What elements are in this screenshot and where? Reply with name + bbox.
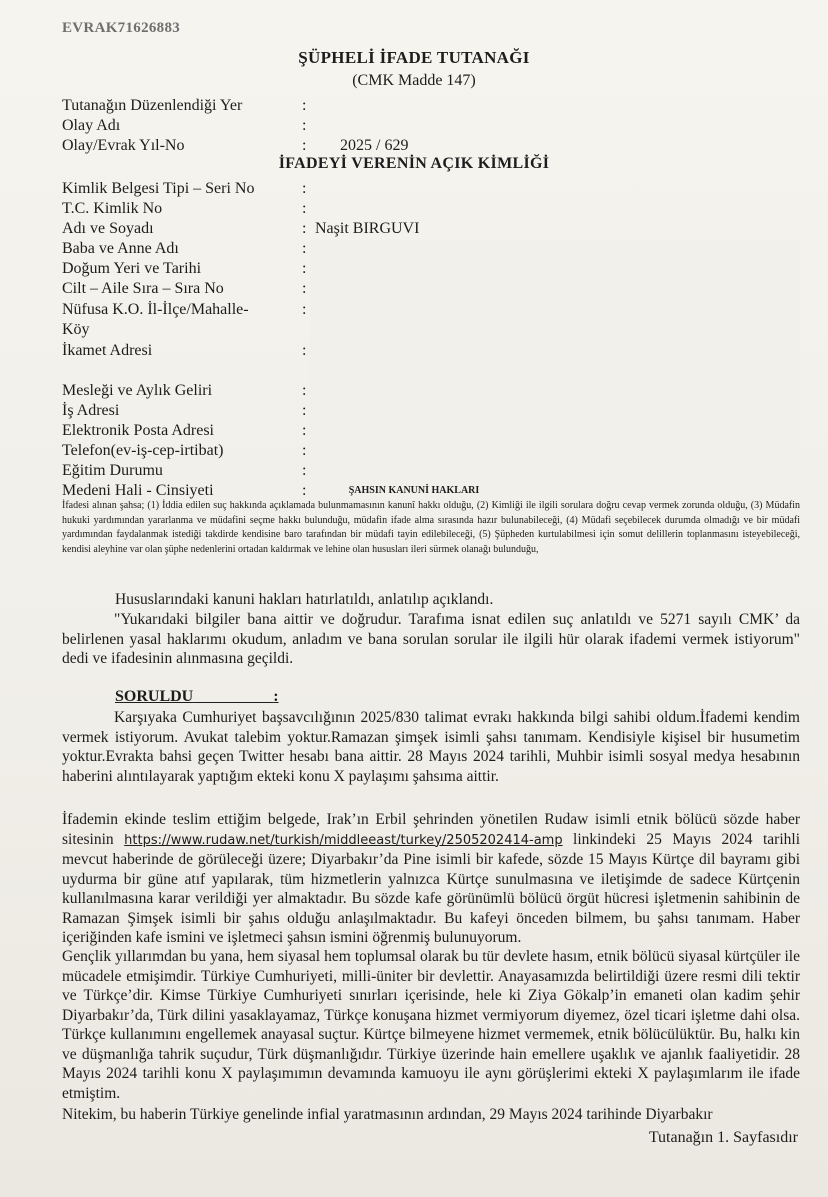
field-label: T.C. Kimlik No [62,200,163,217]
consent-text: "Yukarıdaki bilgiler bana aittir ve doğrudur. Tarafıma isnat edilen suç anlatıldı ve 5271 sayılı CMK’ da belirlenen yasal haklarımı okudum, anladım ve bana sorulan sorular ile ilgili hür olarak ifademi vermek istiyorum" dedi ve ifadesinin alınmasına geçildi. [62,611,800,667]
field-colon: : [302,442,307,459]
document-subtitle: (CMK Madde 147) [352,72,476,89]
identity-section-title: İFADEYİ VERENİN AÇIK KİMLİĞİ [278,155,550,172]
field-colon: : [302,482,307,499]
field-label: Cilt – Aile Sıra – Sıra No [62,280,224,297]
document-number: EVRAK71626883 [62,20,181,36]
field-colon: : [302,200,307,217]
field-label: Baba ve Anne Adı [62,240,179,257]
field-label: İş Adresi [62,402,120,419]
field-colon: : [302,301,307,318]
field-label: Telefon(ev-iş-cep-irtibat) [62,442,224,459]
rudaw-link[interactable]: https://www.rudaw.net/turkish/middleeast/turkey/2505202414-amp [124,832,563,848]
document-title: ŞÜPHELİ İFADE TUTANAĞI [298,48,530,67]
soruldu-colon: : [273,688,279,705]
paragraph-text: linkindeki 25 Mayıs 2024 tarihli mevcut haberinde de görüleceği üzere; Diyarbakır’da Pine isimli bir kafede, sözde 15 Mayıs Kürtçe dil bayramı gibi uydurma bir güne atıf yapılarak, tüm hizmetlerin yalnızca Kürtçe sunulmasına ve iletişimde de sadece Kürtçenin kullanılmasına karar verildiği yer almaktadır. Bu sözde kafe görünümlü bölücü örgüt hücresi işletmenin sahibinin de Ramazan Şimşek isimli bir şahıs olduğu anlaşılmaktadır. Bu kafeyi önceden bilmem, bu şahsı tanımam. Haber içeriğinden kafe ismini ve işletmeci şahsın ismini öğrenmiş bulunuyorum. [62,830,801,946]
soruldu-label: SORULDU [115,688,194,705]
field-colon: : [302,137,307,154]
field-label: Kimlik Belgesi Tipi – Seri No [62,180,255,197]
field-colon: : [302,342,307,359]
field-label: Köy [62,321,90,338]
field-label: Olay/Evrak Yıl-No [62,137,185,154]
field-label: Adı ve Soyadı [62,220,154,237]
rights-text: İfadesi alınan şahsa; (1) İddia edilen suç hakkında açıklamada bulunmamasının kanunî hakkı olduğu, (2) Kimliği ile ilgili sorulara doğru cevap vermek zorunda olduğu, (3) Müdafin hukuki yardımından yararlanma ve müdafini seçme hakkı bulunduğu, müdafin ifade alma sırasında hazır bulunabileceği, (4) Müdafi seçebilecek durumda olmadığı ve bir müdafi yardımından faydalanmak istediği takdirde kendisine baro tarafından bir müdafi tayin edilebileceği, (5) Şüpheden kurtulabilmesi için somut delillerin toplanmasını isteyebileceği, kendisi aleyhine var olan şüphe nedenlerini ortadan kaldırmak ve lehine olan hususları ileri sürmek olanağı bulunduğu, [62,500,800,555]
redacted-area [310,240,800,502]
field-colon: : [302,117,307,134]
field-colon: : [302,422,307,439]
field-colon: : [302,180,307,197]
statement-paragraph-2 [62,810,800,948]
rights-reminded-text: Hususlarındaki kanuni hakları hatırlatıldı, anlatılıp açıklandı. [115,591,494,608]
field-colon: : [302,382,307,399]
paragraph-text: İfademin ekinde teslim ettiğim belgede, Irak’ın Erbil şehrinden yönetilen Rudaw isimli etnik bölücü sözde haber sitesinin [62,811,800,848]
statement-paragraph-3: Gençlik yıllarımdan bu yana, hem siyasal hem toplumsal olarak bu tür devlete hasım, etnik bölücü siyasal kürtçüler ile mücadele etmişimdir. Türkiye Cumhuriyeti, milli-üniter bir devlettir. Anayasamızda belirtildiği üzere resmi dili tektir ve Türkçe’dir. Kimse Türkiye Cumhuriyeti sınırları içerisinde, hele ki Ziya Gökalp’in emaneti olan kadim şehir Diyarbakır’da, Türk dilini yasaklayamaz, Türkçe konuşana hizmet vermiyorum diyemez, özel ticari işletme dahi olsa. Türkçe kullanımını engellemek anayasal suçtur. Kürtçe bilmeyene hizmet vermemek, etnik bölücülüktür. Bu, halkı kin ve düşmanlığa tahrik suçudur, Türk düşmanlığıdır. Türkiye üzerinde hain emellere uşaklık ve ajanlık faaliyetidir. 28 Mayıs 2024 tarihli konu X paylaşımımın devamında kamuoyu ile aynı görüşlerimi ekteki X paylaşımlarım ile ifade etmiştim. [62,948,800,1102]
statement-paragraph-4: Nitekim, bu haberin Türkiye genelinde infial yaratmasının ardından, 29 Mayıs 2024 tarihinde Diyarbakır [62,1106,713,1123]
field-label: Medeni Hali - Cinsiyeti [62,482,214,499]
field-colon: : [302,240,307,257]
rights-title: ŞAHSIN KANUNİ HAKLARI [348,485,480,496]
soruldu-heading [115,688,279,706]
field-value: Naşit BIRGUVI [315,220,420,237]
field-colon: : [302,97,307,114]
field-label: Doğum Yeri ve Tarihi [62,260,202,277]
field-value: 2025 / 629 [340,137,409,154]
field-label: Olay Adı [62,117,121,134]
page-footer: Tutanağın 1. Sayfasıdır [648,1129,798,1146]
field-label: Nüfusa K.O. İl-İlçe/Mahalle- [62,301,249,318]
field-colon: : [302,402,307,419]
field-label: Tutanağın Düzenlendiği Yer [62,97,243,114]
field-label: Elektronik Posta Adresi [62,422,214,439]
field-colon: : [302,280,307,297]
statement-paragraph-1: Karşıyaka Cumhuriyet başsavcılığının 2025/830 talimat evrakı hakkında bilgi sahibi oldum.İfademi kendim vermek istiyorum. Avukat talebim yoktur.Ramazan şimşek isimli şahsı tanımam. Kendisiyle kişisel bir husumetim yoktur.Evrakta bahsi geçen Twitter hesabı bana aittir. 28 Mayıs 2024 tarihli, Muhbir isimli sosyal medya hesabının haberini alıntılayarak yaptığım ekteki konu X paylaşımı şahsıma aittir. [62,709,800,785]
field-label: Eğitim Durumu [62,462,163,479]
field-label: İkamet Adresi [62,342,153,359]
field-colon: : [302,462,307,479]
field-colon: : [302,220,307,237]
field-label: Mesleği ve Aylık Geliri [62,382,213,399]
field-colon: : [302,260,307,277]
